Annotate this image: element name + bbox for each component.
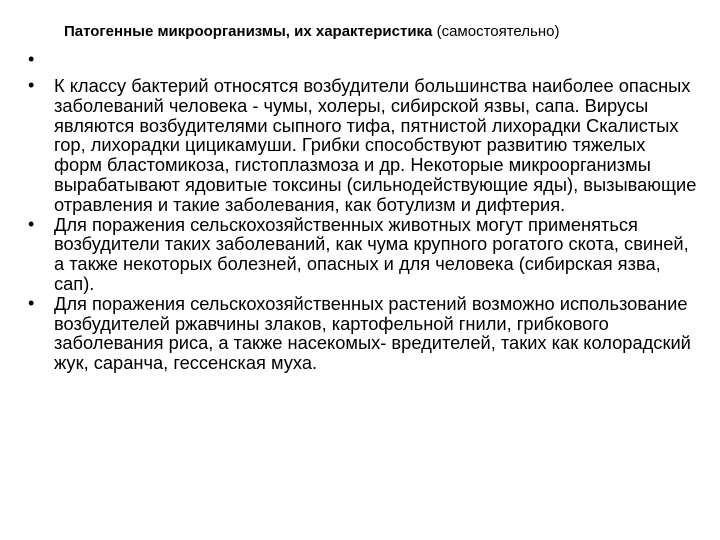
- bullet-dot-icon: •: [28, 75, 35, 95]
- bullet-text: Для поражения сельскохозяйственных растений возможно использование возбудителей ржавчины злаков, картофельной гнили, грибкового заболевания риса, а также насекомых- вредителей, таких как колорадский жук, саранча, гессенская муха.: [54, 292, 691, 374]
- bullet-dot-icon: •: [28, 292, 35, 313]
- bullet-list: [28, 50, 698, 373]
- bullet-item-plants: [28, 294, 698, 373]
- bullet-item-animals: [28, 215, 698, 294]
- slide-title: [64, 22, 684, 42]
- bullet-item-empty: [28, 50, 698, 72]
- bullet-dot-icon: •: [28, 213, 35, 234]
- bullet-dot-icon: •: [28, 49, 35, 69]
- bullet-text: К классу бактерий относятся возбудители большинства наиболее опасных заболеваний человека - чумы, холеры, сибирской язвы, сапа. Вирусы являются возбудителями сыпного тифа, пятнистой лихорадки Скалистых гор, лихорадки цицикамуши. Грибки способствуют развитию тяжелых форм бластомикоза, гистоплазмоза и др. Некоторые микроорганизмы вырабатывают ядовитые токсины (сильнодействующие яды), вызывающие отравления и такие заболевания, как ботулизм и дифтерия.: [54, 75, 697, 215]
- slide-title-suffix: (самостоятельно): [432, 23, 560, 40]
- bullet-text: Для поражения сельскохозяйственных животных могут применяться возбудители таких заболеваний, как чума крупного рогатого скота, свиней, а также некоторых болезней, опасных и для человека (сибирская язва, сап).: [54, 213, 689, 294]
- slide-title-bold: Патогенные микроорганизмы, их характеристика: [64, 23, 433, 40]
- bullet-item-humans: [28, 76, 698, 215]
